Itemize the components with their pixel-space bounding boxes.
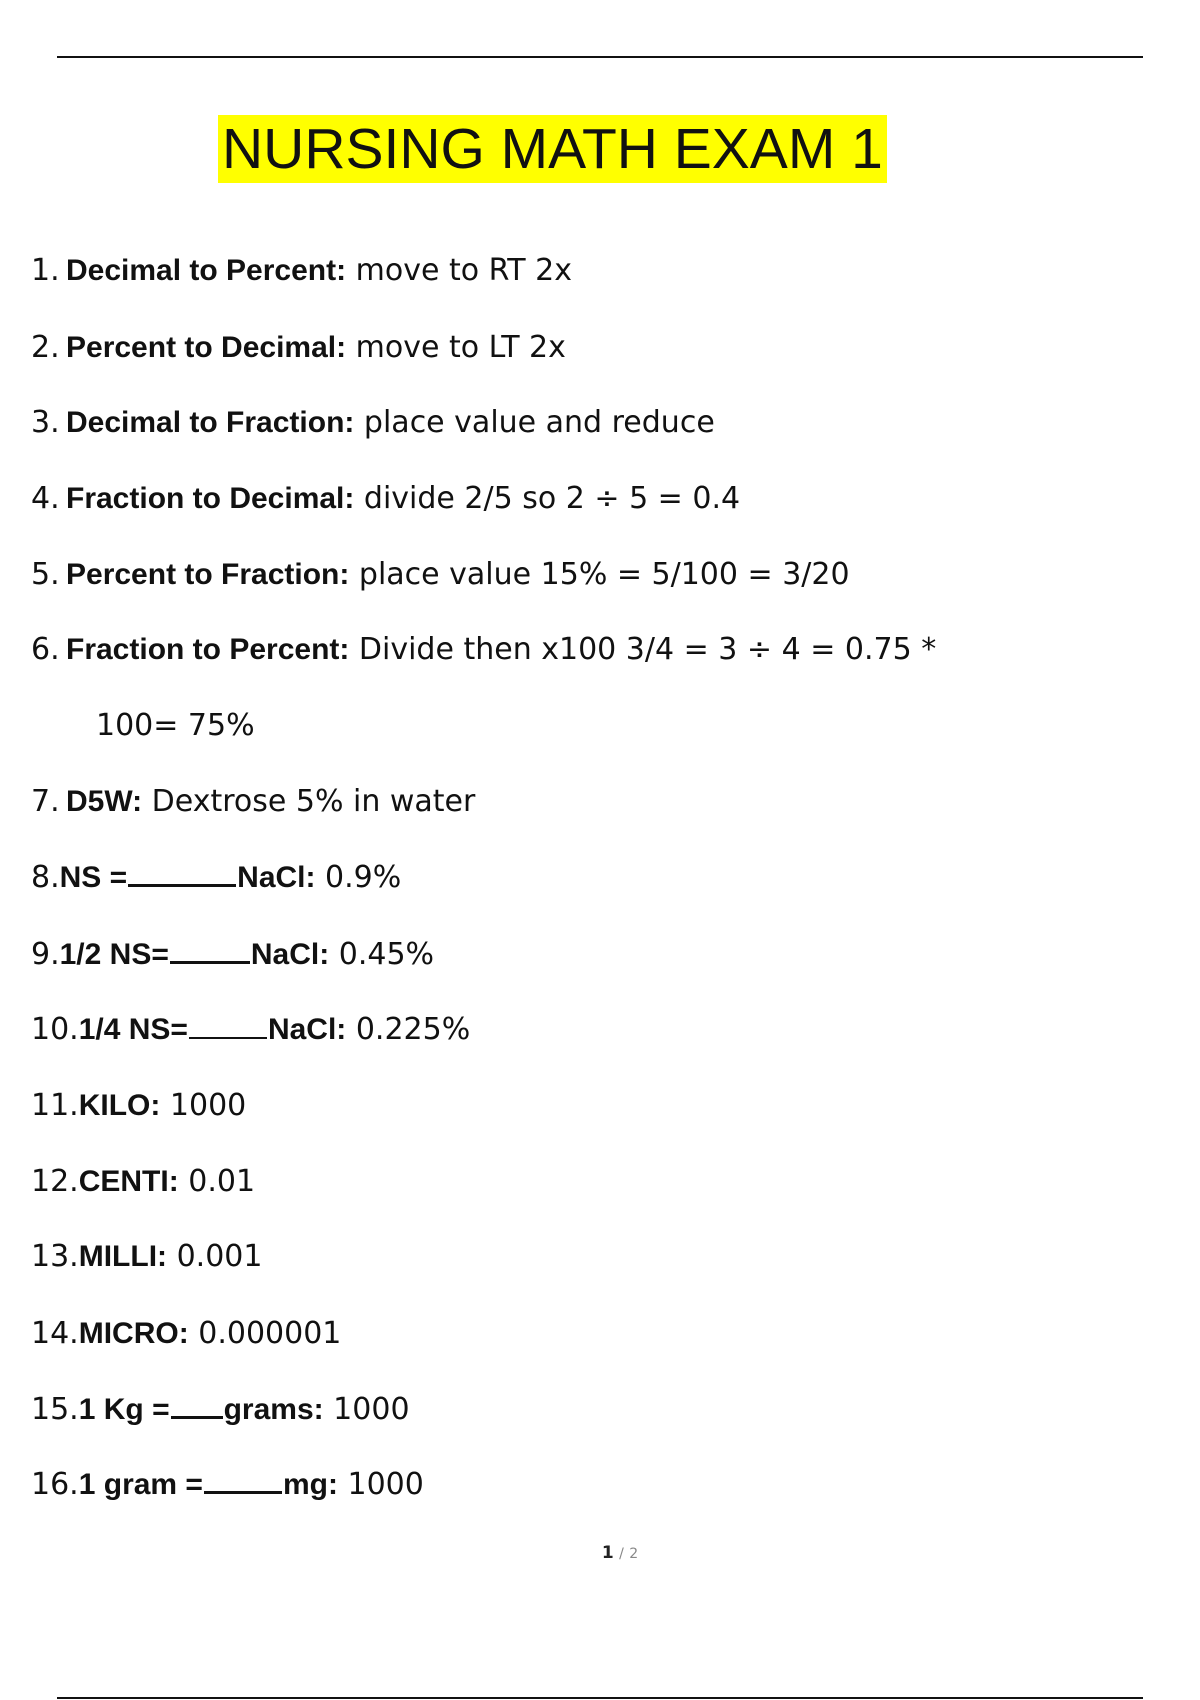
item-number: 2. <box>31 330 60 365</box>
item-number: 6. <box>31 632 60 667</box>
list-item <box>31 1162 255 1202</box>
item-number: 9. <box>31 937 60 972</box>
list-item <box>31 328 566 368</box>
list-item <box>31 630 936 670</box>
item-term: Percent to Fraction: <box>66 558 350 591</box>
item-term-suffix: NaCl: <box>237 861 316 894</box>
item-term: Fraction to Decimal: <box>66 482 355 515</box>
item-number: 15. <box>31 1392 79 1427</box>
item-number: 1. <box>31 253 60 288</box>
item-answer: move to RT 2x <box>346 253 572 288</box>
item-number: 12. <box>31 1164 79 1199</box>
item-answer: 1000 <box>337 1467 424 1502</box>
item-answer: 0.000001 <box>188 1316 342 1351</box>
fill-in-blank <box>128 862 236 887</box>
item-term: MICRO: <box>78 1317 189 1350</box>
item-term: 1/2 NS= <box>59 938 169 971</box>
list-item <box>31 1390 410 1430</box>
item-term: Decimal to Percent: <box>66 254 347 287</box>
item-number: 10. <box>31 1012 79 1047</box>
item-term: Percent to Decimal: <box>66 331 347 364</box>
list-item <box>31 1465 424 1505</box>
fill-in-blank <box>204 1469 282 1494</box>
item-term: KILO: <box>78 1089 161 1122</box>
total-pages: 2 <box>629 1546 639 1562</box>
document-title: NURSING MATH EXAM 1 <box>218 115 887 183</box>
item-term: NS = <box>59 861 128 894</box>
item-answer: 0.225% <box>346 1012 471 1047</box>
item-answer: divide 2/5 so 2 ÷ 5 = 0.4 <box>354 481 741 516</box>
current-page: 1 <box>601 1543 614 1563</box>
item-number: 14. <box>31 1316 79 1351</box>
item-term: 1/4 NS= <box>78 1013 188 1046</box>
item-term-suffix: mg: <box>282 1468 338 1501</box>
list-item <box>31 1086 246 1126</box>
list-item <box>31 1010 470 1050</box>
item-term-suffix: NaCl: <box>267 1013 347 1046</box>
item-number: 3. <box>31 405 60 440</box>
item-continuation: 100= 75% <box>96 708 255 743</box>
item-answer: 1000 <box>160 1088 247 1123</box>
item-term: MILLI: <box>78 1240 168 1273</box>
bottom-rule <box>57 1697 1143 1699</box>
list-item <box>31 251 572 291</box>
item-number: 11. <box>31 1088 79 1123</box>
list-item <box>31 1314 341 1354</box>
item-answer: move to LT 2x <box>346 330 566 365</box>
item-answer: 1000 <box>323 1392 410 1427</box>
item-answer: Dextrose 5% in water <box>142 784 476 819</box>
item-answer: 0.45% <box>329 937 435 972</box>
item-answer: place value and reduce <box>354 405 715 440</box>
item-number: 13. <box>31 1239 79 1274</box>
item-answer: 0.001 <box>167 1239 263 1274</box>
item-number: 8. <box>31 860 60 895</box>
item-term: Decimal to Fraction: <box>66 406 355 439</box>
page-indicator <box>0 1543 1200 1563</box>
list-item <box>31 1237 262 1277</box>
list-item <box>31 403 715 443</box>
item-number: 7. <box>31 784 60 819</box>
item-answer: place value 15% = 5/100 = 3/20 <box>349 557 850 592</box>
item-answer: 0.9% <box>315 860 402 895</box>
list-item <box>31 935 434 975</box>
list-item <box>31 782 475 822</box>
item-term: 1 Kg = <box>78 1393 170 1426</box>
list-item <box>31 858 401 898</box>
item-term-suffix: grams: <box>223 1393 324 1426</box>
item-term: D5W: <box>66 785 143 818</box>
fill-in-blank <box>171 1394 223 1419</box>
fill-in-blank <box>170 939 250 964</box>
item-answer: 0.01 <box>178 1164 256 1199</box>
fill-in-blank <box>189 1015 267 1039</box>
title-block <box>218 115 887 183</box>
item-number: 16. <box>31 1467 79 1502</box>
item-term: 1 gram = <box>78 1468 203 1501</box>
item-number: 5. <box>31 557 60 592</box>
top-rule <box>57 56 1143 58</box>
page-separator: / <box>619 1546 624 1562</box>
item-number: 4. <box>31 481 60 516</box>
item-answer: Divide then x100 3/4 = 3 ÷ 4 = 0.75 * <box>349 632 937 667</box>
item-term-suffix: NaCl: <box>250 938 330 971</box>
item-term: Fraction to Percent: <box>66 633 350 666</box>
list-item <box>31 555 850 595</box>
item-term: CENTI: <box>78 1165 179 1198</box>
list-item <box>31 479 740 519</box>
